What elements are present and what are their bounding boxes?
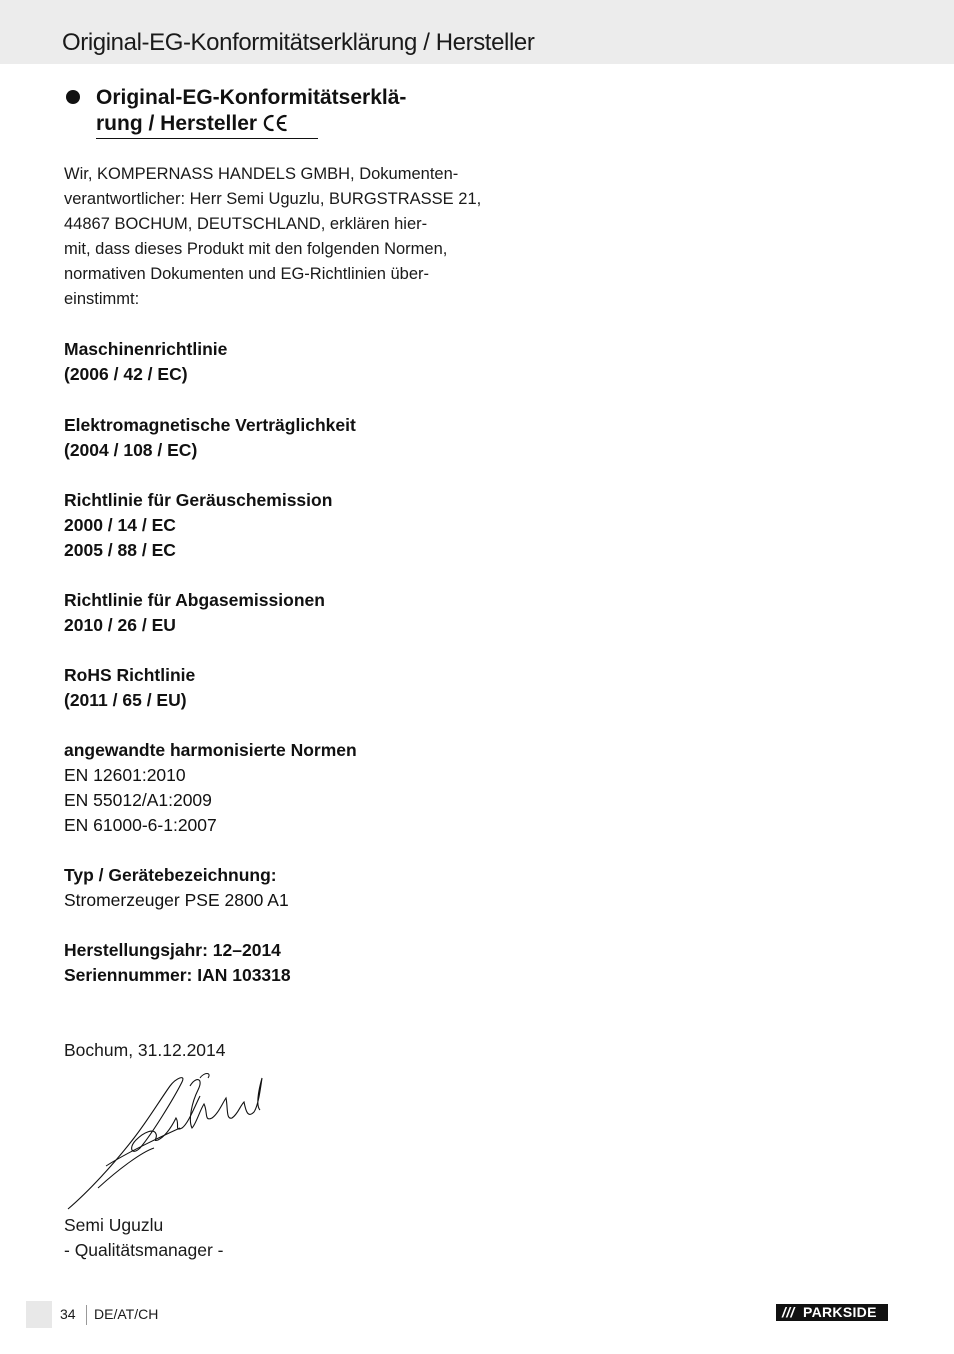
page-header-title: Original-EG-Konformitätserklärung / Hersteller: [62, 29, 535, 56]
place-date: Bochum, 31.12.2014: [64, 1040, 226, 1060]
device-value: Stromerzeuger PSE 2800 A1: [64, 890, 289, 910]
device-designation: [64, 863, 484, 913]
standard-item: EN 61000-6-1:2007: [64, 815, 217, 835]
directive-title: Richtlinie für Abgasemissionen: [64, 590, 325, 610]
directive-title: Richtlinie für Geräuschemission: [64, 490, 333, 510]
logo-slashes: ///: [782, 1304, 795, 1320]
section-heading-line-1: Original-EG-Konformitätserklä-: [96, 86, 407, 109]
production-info: [64, 938, 484, 988]
directive-machinery: [64, 337, 484, 387]
section-heading-underline: [96, 138, 318, 139]
standard-item: EN 55012/A1:2009: [64, 790, 212, 810]
production-year: Herstellungsjahr: 12–2014: [64, 940, 281, 960]
directive-reference: 2000 / 14 / EC: [64, 515, 176, 535]
directive-reference: 2005 / 88 / EC: [64, 540, 176, 560]
directive-emc: [64, 413, 484, 463]
directive-rohs: [64, 663, 484, 713]
directive-reference: (2011 / 65 / EU): [64, 690, 187, 710]
directive-title: Elektromagnetische Verträglichkeit: [64, 415, 356, 435]
intro-line: normativen Dokumenten und EG-Richtlinien über-: [64, 265, 430, 283]
standards-title: angewandte harmonisierte Normen: [64, 740, 357, 760]
directive-exhaust: [64, 588, 484, 638]
intro-line: mit, dass dieses Produkt mit den folgenden Normen,: [64, 240, 448, 258]
device-label: Typ / Gerätebezeichnung:: [64, 865, 277, 885]
serial-number: Seriennummer: IAN 103318: [64, 965, 291, 985]
harmonised-standards: [64, 738, 484, 838]
intro-line: Wir, KOMPERNASS HANDELS GMBH, Dokumenten-: [64, 165, 459, 183]
directive-reference: 2010 / 26 / EU: [64, 615, 176, 635]
directive-noise: [64, 488, 484, 563]
footer-country-codes: DE/AT/CH: [94, 1306, 159, 1322]
signatory-role: - Qualitätsmanager -: [64, 1240, 224, 1260]
directive-reference: (2004 / 108 / EC): [64, 440, 198, 460]
directive-reference: (2006 / 42 / EC): [64, 364, 188, 384]
footer-corner-box: [26, 1301, 52, 1328]
section-heading-line-2: [96, 111, 476, 137]
handwritten-signature: [62, 1068, 272, 1216]
section-heading: [96, 85, 476, 137]
intro-line: einstimmt:: [64, 290, 140, 308]
signatory-name: Semi Uguzlu: [64, 1215, 164, 1235]
directive-title: Maschinenrichtlinie: [64, 339, 228, 359]
intro-line: verantwortlicher: Herr Semi Uguzlu, BURGSTRASSE 21,: [64, 190, 482, 208]
ce-mark-icon: [263, 114, 289, 132]
footer-page-number: 34: [60, 1306, 76, 1322]
section-heading-text: rung / Hersteller: [96, 112, 258, 135]
standard-item: EN 12601:2010: [64, 765, 186, 785]
directive-title: RoHS Richtlinie: [64, 665, 196, 685]
footer-separator: [86, 1305, 87, 1325]
intro-line: 44867 BOCHUM, DEUTSCHLAND, erklären hier-: [64, 215, 428, 233]
section-bullet-icon: [66, 90, 80, 104]
logo-brand-text: PARKSIDE: [803, 1304, 877, 1320]
declaration-intro-paragraph: [64, 162, 482, 312]
parkside-logo: [776, 1304, 888, 1321]
